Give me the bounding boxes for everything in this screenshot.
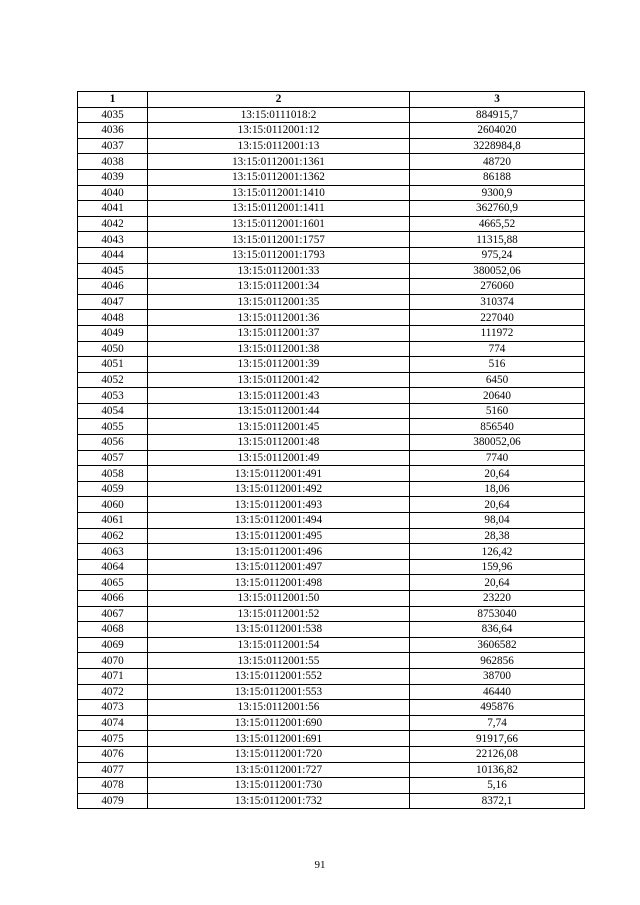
cadastral-number-cell: 13:15:0112001:33 <box>148 263 410 279</box>
table-row <box>78 513 585 529</box>
cadastral-number-cell: 13:15:0112001:492 <box>148 481 410 497</box>
header-row <box>78 92 585 108</box>
value-cell: 362760,9 <box>410 201 585 217</box>
cadastral-number-cell: 13:15:0112001:50 <box>148 591 410 607</box>
table-row <box>78 591 585 607</box>
row-number-cell: 4076 <box>78 746 148 762</box>
cadastral-number-cell: 13:15:0112001:1361 <box>148 154 410 170</box>
row-number-cell: 4068 <box>78 622 148 638</box>
row-number-cell: 4077 <box>78 762 148 778</box>
cadastral-number-cell: 13:15:0112001:498 <box>148 575 410 591</box>
table-row <box>78 606 585 622</box>
row-number-cell: 4070 <box>78 653 148 669</box>
table-row <box>78 154 585 170</box>
value-cell: 28,38 <box>410 528 585 544</box>
cadastral-number-cell: 13:15:0112001:494 <box>148 513 410 529</box>
row-number-cell: 4067 <box>78 606 148 622</box>
cadastral-number-cell: 13:15:0112001:54 <box>148 637 410 653</box>
cadastral-number-cell: 13:15:0112001:727 <box>148 762 410 778</box>
row-number-cell: 4072 <box>78 684 148 700</box>
table-row <box>78 107 585 123</box>
column-header: 1 <box>78 92 148 108</box>
cadastral-number-cell: 13:15:0111018:2 <box>148 107 410 123</box>
table-row <box>78 216 585 232</box>
cadastral-number-cell: 13:15:0112001:39 <box>148 357 410 373</box>
table-row <box>78 294 585 310</box>
value-cell: 48720 <box>410 154 585 170</box>
value-cell: 495876 <box>410 700 585 716</box>
table-header <box>78 92 585 108</box>
row-number-cell: 4047 <box>78 294 148 310</box>
table-row <box>78 497 585 513</box>
row-number-cell: 4052 <box>78 372 148 388</box>
value-cell: 159,96 <box>410 559 585 575</box>
cadastral-number-cell: 13:15:0112001:37 <box>148 325 410 341</box>
row-number-cell: 4054 <box>78 403 148 419</box>
table-row <box>78 138 585 154</box>
row-number-cell: 4063 <box>78 544 148 560</box>
row-number-cell: 4061 <box>78 513 148 529</box>
value-cell: 7,74 <box>410 715 585 731</box>
value-cell: 310374 <box>410 294 585 310</box>
row-number-cell: 4079 <box>78 793 148 809</box>
cadastral-number-cell: 13:15:0112001:36 <box>148 310 410 326</box>
table-row <box>78 715 585 731</box>
value-cell: 975,24 <box>410 247 585 263</box>
value-cell: 4665,52 <box>410 216 585 232</box>
cadastral-number-cell: 13:15:0112001:42 <box>148 372 410 388</box>
row-number-cell: 4066 <box>78 591 148 607</box>
table-row <box>78 559 585 575</box>
row-number-cell: 4036 <box>78 123 148 139</box>
value-cell: 20,64 <box>410 497 585 513</box>
cadastral-number-cell: 13:15:0112001:1411 <box>148 201 410 217</box>
table-row <box>78 201 585 217</box>
row-number-cell: 4075 <box>78 731 148 747</box>
cadastral-number-cell: 13:15:0112001:48 <box>148 435 410 451</box>
row-number-cell: 4060 <box>78 497 148 513</box>
table-row <box>78 466 585 482</box>
value-cell: 380052,06 <box>410 435 585 451</box>
table-row <box>78 481 585 497</box>
row-number-cell: 4078 <box>78 778 148 794</box>
row-number-cell: 4065 <box>78 575 148 591</box>
table-row <box>78 403 585 419</box>
row-number-cell: 4049 <box>78 325 148 341</box>
cadastral-number-cell: 13:15:0112001:35 <box>148 294 410 310</box>
value-cell: 20640 <box>410 388 585 404</box>
value-cell: 227040 <box>410 310 585 326</box>
row-number-cell: 4048 <box>78 310 148 326</box>
table-row <box>78 169 585 185</box>
table-row <box>78 185 585 201</box>
table-row <box>78 684 585 700</box>
column-header: 3 <box>410 92 585 108</box>
table-row <box>78 731 585 747</box>
row-number-cell: 4064 <box>78 559 148 575</box>
row-number-cell: 4035 <box>78 107 148 123</box>
row-number-cell: 4045 <box>78 263 148 279</box>
row-number-cell: 4042 <box>78 216 148 232</box>
page-number: 91 <box>314 859 326 871</box>
value-cell: 962856 <box>410 653 585 669</box>
table-row <box>78 793 585 809</box>
value-cell: 38700 <box>410 668 585 684</box>
table-row <box>78 528 585 544</box>
row-number-cell: 4038 <box>78 154 148 170</box>
table-row <box>78 263 585 279</box>
value-cell: 6450 <box>410 372 585 388</box>
cadastral-number-cell: 13:15:0112001:56 <box>148 700 410 716</box>
table-row <box>78 700 585 716</box>
cadastral-number-cell: 13:15:0112001:1601 <box>148 216 410 232</box>
data-table <box>77 91 585 809</box>
cadastral-number-cell: 13:15:0112001:552 <box>148 668 410 684</box>
row-number-cell: 4073 <box>78 700 148 716</box>
cadastral-number-cell: 13:15:0112001:55 <box>148 653 410 669</box>
value-cell: 111972 <box>410 325 585 341</box>
value-cell: 8372,1 <box>410 793 585 809</box>
value-cell: 22126,08 <box>410 746 585 762</box>
table-row <box>78 762 585 778</box>
table-row <box>78 746 585 762</box>
row-number-cell: 4040 <box>78 185 148 201</box>
table-row <box>78 279 585 295</box>
cadastral-number-cell: 13:15:0112001:538 <box>148 622 410 638</box>
value-cell: 20,64 <box>410 466 585 482</box>
value-cell: 9300,9 <box>410 185 585 201</box>
row-number-cell: 4071 <box>78 668 148 684</box>
table-row <box>78 310 585 326</box>
value-cell: 5,16 <box>410 778 585 794</box>
cadastral-number-cell: 13:15:0112001:13 <box>148 138 410 154</box>
cadastral-number-cell: 13:15:0112001:497 <box>148 559 410 575</box>
table-row <box>78 232 585 248</box>
table-row <box>78 372 585 388</box>
table-row <box>78 419 585 435</box>
value-cell: 380052,06 <box>410 263 585 279</box>
table-body <box>78 107 585 809</box>
table-row <box>78 325 585 341</box>
row-number-cell: 4050 <box>78 341 148 357</box>
value-cell: 18,06 <box>410 481 585 497</box>
cadastral-number-cell: 13:15:0112001:495 <box>148 528 410 544</box>
value-cell: 836,64 <box>410 622 585 638</box>
value-cell: 884915,7 <box>410 107 585 123</box>
cadastral-number-cell: 13:15:0112001:691 <box>148 731 410 747</box>
row-number-cell: 4041 <box>78 201 148 217</box>
row-number-cell: 4039 <box>78 169 148 185</box>
value-cell: 2604020 <box>410 123 585 139</box>
value-cell: 91917,66 <box>410 731 585 747</box>
row-number-cell: 4059 <box>78 481 148 497</box>
value-cell: 774 <box>410 341 585 357</box>
row-number-cell: 4062 <box>78 528 148 544</box>
value-cell: 20,64 <box>410 575 585 591</box>
value-cell: 516 <box>410 357 585 373</box>
table-row <box>78 247 585 263</box>
value-cell: 11315,88 <box>410 232 585 248</box>
cadastral-number-cell: 13:15:0112001:1757 <box>148 232 410 248</box>
cadastral-number-cell: 13:15:0112001:690 <box>148 715 410 731</box>
value-cell: 86188 <box>410 169 585 185</box>
cadastral-number-cell: 13:15:0112001:491 <box>148 466 410 482</box>
cadastral-number-cell: 13:15:0112001:12 <box>148 123 410 139</box>
row-number-cell: 4074 <box>78 715 148 731</box>
cadastral-number-cell: 13:15:0112001:553 <box>148 684 410 700</box>
table-row <box>78 778 585 794</box>
value-cell: 98,04 <box>410 513 585 529</box>
cadastral-number-cell: 13:15:0112001:49 <box>148 450 410 466</box>
value-cell: 5160 <box>410 403 585 419</box>
row-number-cell: 4053 <box>78 388 148 404</box>
row-number-cell: 4057 <box>78 450 148 466</box>
cadastral-number-cell: 13:15:0112001:38 <box>148 341 410 357</box>
row-number-cell: 4051 <box>78 357 148 373</box>
cadastral-number-cell: 13:15:0112001:52 <box>148 606 410 622</box>
value-cell: 3606582 <box>410 637 585 653</box>
value-cell: 276060 <box>410 279 585 295</box>
cadastral-number-cell: 13:15:0112001:720 <box>148 746 410 762</box>
table-row <box>78 388 585 404</box>
cadastral-number-cell: 13:15:0112001:732 <box>148 793 410 809</box>
table-row <box>78 357 585 373</box>
row-number-cell: 4037 <box>78 138 148 154</box>
table-row <box>78 622 585 638</box>
value-cell: 3228984,8 <box>410 138 585 154</box>
row-number-cell: 4046 <box>78 279 148 295</box>
cadastral-number-cell: 13:15:0112001:34 <box>148 279 410 295</box>
value-cell: 46440 <box>410 684 585 700</box>
table-row <box>78 653 585 669</box>
row-number-cell: 4043 <box>78 232 148 248</box>
cadastral-number-cell: 13:15:0112001:493 <box>148 497 410 513</box>
row-number-cell: 4058 <box>78 466 148 482</box>
column-header: 2 <box>148 92 410 108</box>
row-number-cell: 4056 <box>78 435 148 451</box>
table-row <box>78 668 585 684</box>
row-number-cell: 4044 <box>78 247 148 263</box>
table-row <box>78 544 585 560</box>
cadastral-number-cell: 13:15:0112001:1410 <box>148 185 410 201</box>
cadastral-number-cell: 13:15:0112001:44 <box>148 403 410 419</box>
row-number-cell: 4069 <box>78 637 148 653</box>
cadastral-number-cell: 13:15:0112001:496 <box>148 544 410 560</box>
row-number-cell: 4055 <box>78 419 148 435</box>
table-row <box>78 450 585 466</box>
table-row <box>78 575 585 591</box>
cadastral-number-cell: 13:15:0112001:1362 <box>148 169 410 185</box>
table-row <box>78 341 585 357</box>
value-cell: 7740 <box>410 450 585 466</box>
value-cell: 126,42 <box>410 544 585 560</box>
value-cell: 10136,82 <box>410 762 585 778</box>
cadastral-number-cell: 13:15:0112001:45 <box>148 419 410 435</box>
table-row <box>78 123 585 139</box>
table-row <box>78 435 585 451</box>
cadastral-number-cell: 13:15:0112001:43 <box>148 388 410 404</box>
value-cell: 8753040 <box>410 606 585 622</box>
value-cell: 856540 <box>410 419 585 435</box>
value-cell: 23220 <box>410 591 585 607</box>
cadastral-number-cell: 13:15:0112001:1793 <box>148 247 410 263</box>
table-row <box>78 637 585 653</box>
cadastral-number-cell: 13:15:0112001:730 <box>148 778 410 794</box>
